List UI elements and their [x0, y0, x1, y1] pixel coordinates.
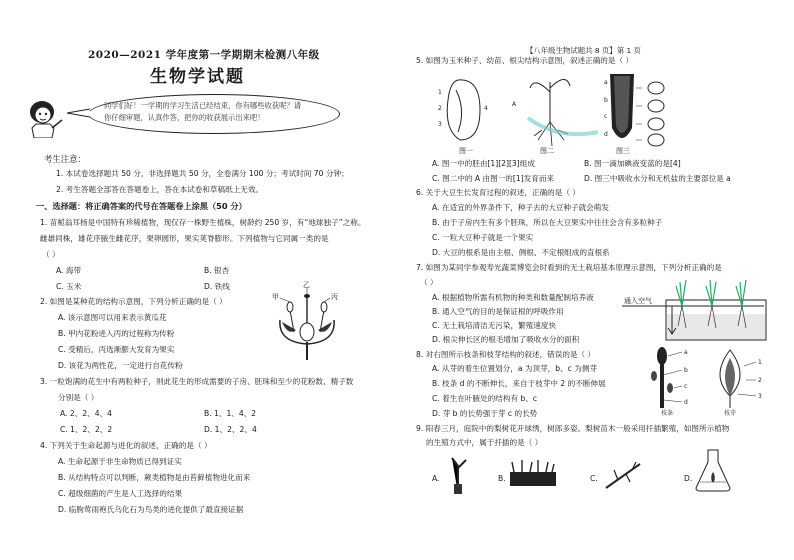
q2-stem: 2. 如图是某种花的结构示意图，下列分析正确的是（ ）	[40, 297, 227, 306]
q5-seed-seedling-root-diagram	[438, 70, 688, 150]
q5-fig-label-1: 图一	[459, 147, 473, 155]
q4-option-a: A. 生命起源于非生命物质已得到证实	[58, 457, 182, 466]
svg-text:d: d	[684, 399, 688, 406]
bubble-tail-icon	[66, 108, 92, 118]
q4-stem: 4. 下列关于生命起源与进化的叙述，正确的是（ ）	[40, 441, 212, 450]
q9-option-d-image	[694, 448, 732, 492]
q1-option-b: B. 银杏	[204, 266, 230, 275]
q5-stem: 5. 如图为玉米种子、幼苗、根尖结构示意图，叙述正确的是（ ）	[416, 56, 634, 65]
q1-stem-line2: 雌雄同株，雄花序腋生雌花序，果卵圆形，果实荚脊膨形。下列植物与它同属一类的是	[40, 234, 329, 243]
q2-option-b: B. 甲内花粉进入丙的过程称为传粉	[58, 329, 175, 338]
q5-option-a: A. 图一中的胚由[1][2][3]组成	[432, 159, 535, 168]
q5-fig-label-2: 图二	[540, 147, 554, 155]
svg-text:a: a	[684, 349, 688, 356]
q7-option-d: D. 根尖伸长区的根毛增加了吸收水分的面积	[432, 335, 580, 344]
q7-option-c: C. 无土栽培清洁无污染，繁殖速度快	[432, 321, 557, 330]
q6-option-a: A. 在适宜的外界条件下，种子去的大豆种子就会萌发	[432, 203, 609, 212]
q8-option-d: D. 芽 b 的长势强于芽 c 的长势	[432, 409, 538, 418]
cartoon-girl-icon	[22, 98, 68, 138]
q7-option-a: A. 根据植物所需有机物的种类和数量配制培养液	[432, 293, 594, 302]
q6-option-b: B. 由于子房内生有多个胚珠，所以在大豆果实中往往会含有多粒种子	[432, 218, 663, 227]
q7-option-b: B. 通入空气的目的是保证根的呼吸作用	[432, 307, 564, 316]
q3-option-d: D. 1、2、2、4	[204, 425, 257, 434]
notice-item-1: 1. 本试卷选择题共 50 分，非选择题共 50 分，全卷满分 100 分；考试时间 70 分钟；	[56, 169, 349, 178]
q1-stem-line1: 1. 苗栀翁耳杨是中国特有珍稀植物，现仅存一株野生植株，树龄约 250 岁，有“地球独子”之称。	[40, 218, 366, 227]
q9-option-b-label: B.	[498, 474, 506, 483]
svg-text:A: A	[512, 101, 517, 108]
q9-option-a-image	[446, 454, 472, 494]
q9-option-a-label: A.	[432, 474, 440, 483]
q5-option-c: C. 图二中的 A 由图一的[1]发育而来	[432, 174, 555, 183]
q7-hydroponics-diagram	[622, 276, 772, 344]
q9-option-c-label: C.	[590, 474, 598, 483]
svg-text:b: b	[684, 367, 688, 374]
svg-text:c: c	[604, 113, 608, 120]
q2-fig-label-yi: 乙	[303, 281, 310, 289]
q9-stem-line2: 的生殖方式中，属于扦插的是（ ）	[426, 438, 543, 447]
q9-option-b-image	[510, 460, 556, 486]
notice-item-2: 2. 考生答题全部答在答题卷上，答在本试卷和草稿纸上无效。	[56, 185, 264, 194]
bubble-text-line1: 同学们好！一学期的学习生活已经结束，你有哪些收获呢？请	[104, 101, 302, 110]
q8-option-b: B. 枝条 d 的不断伸长，来自于枝芽中 2 的不断伸展	[432, 379, 606, 388]
q7-stem-line2: （ ）	[420, 278, 438, 287]
q6-stem: 6. 关于大豆生长发育过程的叙述，正确的是（ ）	[416, 188, 580, 197]
svg-text:2: 2	[438, 105, 442, 112]
q8-fig-label-bud: 枝芽	[724, 410, 737, 417]
svg-text:c: c	[684, 383, 688, 390]
q2-option-c: C. 受精后，丙选渐膨大发育为果实	[58, 345, 175, 354]
svg-text:1: 1	[438, 89, 442, 96]
q1-option-d: D. 铁线	[204, 282, 230, 291]
q7-stem-line1: 7. 如图为某同学参观寿光蔬菜博览会时看到的无土栽培基本原理示意图，下列分析正确的是	[416, 263, 722, 272]
q8-option-a: A. 从芽的着生位置划分，a 为顶芽，b、c 为侧芽	[432, 364, 598, 373]
q2-fig-label-jia: 甲	[272, 293, 279, 301]
bubble-text-line2: 你仔细审题，认真作答，把你的收获展示出来吧！	[104, 113, 265, 122]
q1-option-a: A. 海带	[56, 266, 82, 275]
page-header: 【八年级生物试题共 8 页】第 1 页	[526, 46, 641, 55]
q5-option-b: B. 图一滴加碘液变蓝的是[4]	[584, 159, 681, 168]
q2-fig-label-bing: 丙	[331, 293, 338, 301]
q9-option-c-image	[604, 460, 644, 490]
q4-option-d: D. 临朐莺雨袍氏乌化石为鸟类的进化提供了最直接证据	[58, 505, 244, 514]
section-heading-choice: 一、选择题：将正确答案的代号在答题卷上涂黑（50 分）	[36, 201, 247, 211]
q8-stem: 8. 对右图所示枝条和枝芽结构的叙述，错误的是（ ）	[416, 350, 596, 359]
svg-text:4: 4	[484, 105, 488, 112]
q6-option-d: D. 大豆的根系是由主根、侧根、不定根组成的直根系	[432, 248, 610, 257]
q8-twig-bud-diagram	[640, 346, 770, 410]
q5-fig-label-3: 图三	[616, 147, 630, 155]
q1-paren: （ ）	[42, 250, 60, 259]
q1-option-c: C. 玉米	[56, 282, 82, 291]
q3-option-c: C. 1、2、2、2	[60, 425, 113, 434]
svg-text:3: 3	[758, 393, 762, 400]
q3-option-a: A. 2、2、4、4	[60, 409, 112, 418]
svg-text:b: b	[604, 97, 608, 104]
svg-text:d: d	[604, 131, 608, 138]
q3-stem-line2: 分别是（ ）	[58, 393, 99, 402]
q9-option-d-label: D.	[684, 474, 693, 483]
q4-option-b: B. 从结构特点可以判断，蕨类植物是由苔藓植物进化而来	[58, 473, 251, 482]
q4-option-c: C. 超级细菌的产生是人工选择的结果	[58, 489, 183, 498]
q5-option-d: D. 图三中吸收水分和无机盐的主要部位是 a	[584, 174, 731, 183]
q2-option-d: D. 该花为两性花，一定进行自花传粉	[58, 361, 183, 370]
notice-title: 考生注意：	[44, 154, 86, 164]
svg-text:3: 3	[438, 121, 442, 128]
q8-option-c: C. 着生在叶腋处的结构有 b、c	[432, 394, 538, 403]
svg-text:2: 2	[758, 377, 762, 384]
q8-fig-label-twig: 枝条	[661, 410, 674, 417]
svg-text:a: a	[604, 79, 608, 86]
q3-option-b: B. 1、1、4、2	[204, 409, 257, 418]
q6-option-c: C. 一粒大豆种子就是一个果实	[432, 233, 534, 242]
q3-stem-line1: 3. 一粒饱满的花生中有两粒种子，则此花生的形成需要的子房、胚珠和至少的花粉数、精子数	[40, 377, 354, 386]
svg-text:1: 1	[758, 359, 762, 366]
q7-fig-label-air: 通入空气	[624, 297, 652, 305]
q9-stem-line1: 9. 阳春三月，庭院中的梨树花开球绣，树郎多姿。梨树苗木一般采用扦插繁殖，如图所示植物	[416, 424, 730, 433]
exam-title-subject: 生物学试题	[150, 67, 245, 87]
exam-title-line1: 2020—2021 学年度第一学期期末检测八年级	[88, 49, 320, 61]
q2-option-a: A. 该示意图可以用来表示黄瓜花	[58, 313, 167, 322]
